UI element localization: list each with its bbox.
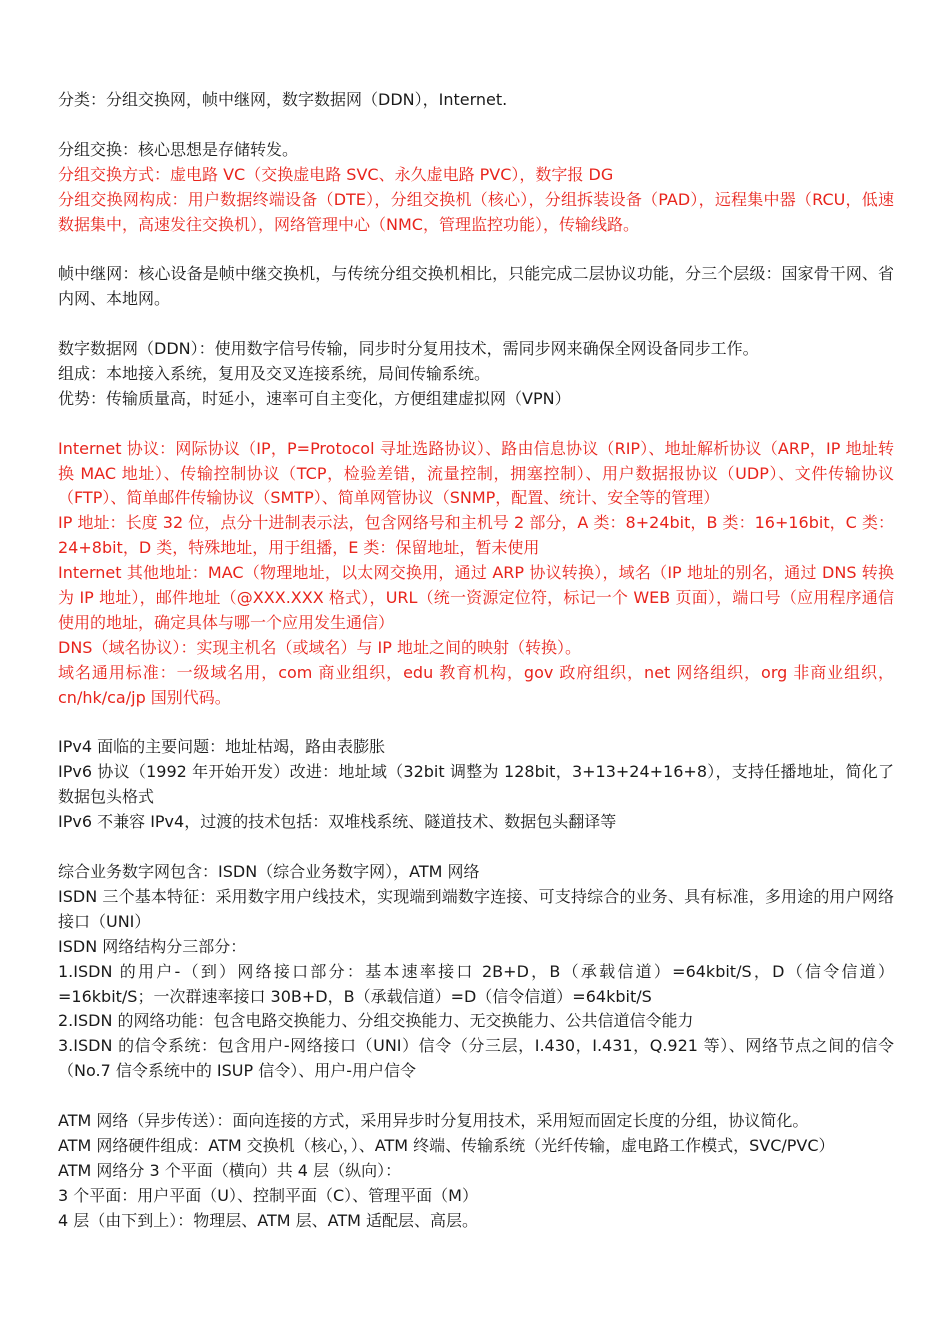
paragraph: 3.ISDN 的信令系统：包含用户-网络接口（UNI）信令（分三层，I.430，I.431，Q.921 等）、网络节点之间的信令（No.7 信令系统中的 ISUP 信令）、用户-用户信令 (58, 1036, 894, 1081)
paragraph-gap (58, 312, 894, 337)
paragraph: 4 层（由下到上）：物理层、ATM 层、ATM 适配层、高层。 (58, 1210, 479, 1230)
paragraph: ISDN 三个基本特征：采用数字用户线技术，实现端到端数字连接、可支持综合的业务、具有标准，多用途的用户网络接口（UNI） (58, 886, 894, 931)
highlighted-paragraph: Internet 协议：网际协议（IP，P=Protocol 寻址选路协议）、路由信息协议（RIP）、地址解析协议（ARP，IP 地址转换 MAC 地址）、传输控制协议（TCP，检验差错，流量控制，拥塞控制）、用户数据报协议（UDP）、文件传输协议（FTP）、简单邮件传输协议（SMTP）、简单网管协议（SNMP，配置、统计、安全等的管理） (58, 438, 894, 508)
highlighted-paragraph: 域名通用标准：一级域名用，com 商业组织，edu 教育机构，gov 政府组织，net 网络组织，org 非商业组织，cn/hk/ca/jp 国别代码。 (58, 662, 894, 707)
paragraph: 2.ISDN 的网络功能：包含电路交换能力、分组交换能力、无交换能力、公共信道信令能力 (58, 1011, 694, 1031)
paragraph-gap (58, 1084, 894, 1109)
paragraph: 3 个平面：用户平面（U）、控制平面（C）、管理平面（M） (58, 1185, 478, 1205)
paragraph-gap (58, 711, 894, 736)
paragraph: IPv4 面临的主要问题：地址枯竭，路由表膨胀 (58, 737, 386, 757)
paragraph-gap (58, 412, 894, 437)
document-page (58, 88, 894, 1234)
paragraph: IPv6 不兼容 IPv4，过渡的技术包括：双堆栈系统、隧道技术、数据包头翻译等 (58, 812, 617, 832)
highlighted-paragraph: 分组交换方式：虚电路 VC（交换虚电路 SVC、永久虚电路 PVC），数字报 DG (58, 164, 614, 184)
paragraph-gap (58, 835, 894, 860)
paragraph: 综合业务数字网包含：ISDN（综合业务数字网），ATM 网络 (58, 862, 480, 881)
paragraph: 帧中继网：核心设备是帧中继交换机，与传统分组交换机相比，只能完成二层协议功能，分三个层级：国家骨干网、省内网、本地网。 (58, 264, 894, 309)
highlighted-paragraph: Internet 其他地址：MAC（物理地址，以太网交换用，通过 ARP 协议转换），域名（IP 地址的别名，通过 DNS 转换为 IP 地址），邮件地址（@XXX.XXX 格式），URL（统一资源定位符，标记一个 WEB 页面），端口号（应用程序通信使用的地址，确定具体与哪一个应用发生通信） (58, 563, 894, 632)
paragraph: 分组交换：核心思想是存储转发。 (58, 139, 299, 159)
paragraph-gap (58, 113, 894, 138)
paragraph: IPv6 协议（1992 年开始开发）改进：地址域（32bit 调整为 128bit，3+13+24+16+8），支持任播地址，简化了数据包头格式 (58, 762, 894, 807)
highlighted-paragraph: 分组交换网构成：用户数据终端设备（DTE），分组交换机（核心），分组拆装设备（PAD），远程集中器（RCU，低速数据集中，高速发往交换机），网络管理中心（NMC，管理监控功能），传输线路。 (58, 189, 894, 234)
paragraph: ISDN 网络结构分三部分： (58, 936, 247, 956)
highlighted-paragraph: DNS（域名协议）：实现主机名（或域名）与 IP 地址之间的映射（转换）。 (58, 637, 581, 657)
paragraph: ATM 网络（异步传送）：面向连接的方式，采用异步时分复用技术，采用短而固定长度的分组，协议简化。 (58, 1111, 809, 1131)
paragraph: 优势：传输质量高，时延小，速率可自主变化，方便组建虚拟网（VPN） (58, 388, 571, 408)
paragraph: 分类：分组交换网，帧中继网，数字数据网（DDN），Internet. (58, 90, 508, 109)
paragraph: ATM 网络硬件组成：ATM 交换机（核心，）、ATM 终端、传输系统（光纤传输，虚电路工作模式，SVC/PVC） (58, 1135, 835, 1155)
paragraph: 1.ISDN 的用户-（到）网络接口部分：基本速率接口 2B+D，B（承载信道）=64kbit/S，D（信令信道）=16kbit/S；一次群速率接口 30B+D，B（承载信道）=D（信令信道）=64kbit/S (58, 961, 894, 1006)
paragraph: ATM 网络分 3 个平面（横向）共 4 层（纵向）： (58, 1160, 402, 1180)
paragraph: 组成：本地接入系统，复用及交叉连接系统，局间传输系统。 (58, 363, 491, 383)
paragraph-gap (58, 237, 894, 262)
highlighted-paragraph: IP 地址：长度 32 位，点分十进制表示法，包含网络号和主机号 2 部分，A 类：8+24bit，B 类：16+16bit，C 类：24+8bit，D 类，特殊地址，用于组播，E 类：保留地址，暂未使用 (58, 513, 894, 558)
paragraph: 数字数据网（DDN）：使用数字信号传输，同步时分复用技术，需同步网来确保全网设备同步工作。 (58, 339, 759, 359)
